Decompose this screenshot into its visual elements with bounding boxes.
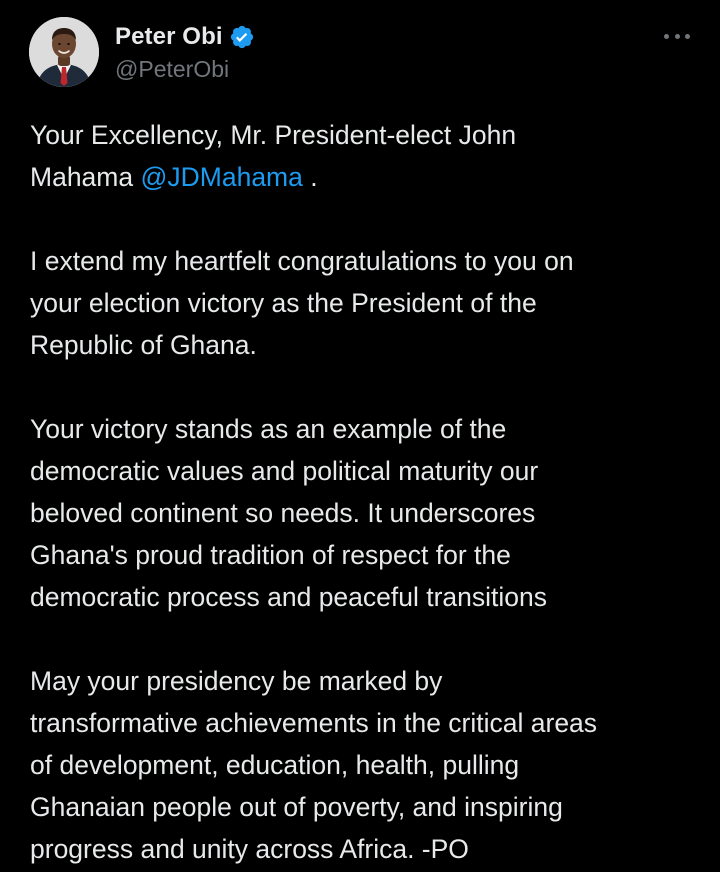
paragraph-gap <box>30 366 700 408</box>
text-line: Your Excellency, Mr. President-elect John <box>30 120 517 150</box>
text-line: beloved continent so needs. It underscores <box>30 498 536 528</box>
paragraph-gap <box>30 198 700 240</box>
more-dots-icon[interactable] <box>664 26 690 46</box>
tweet-text <box>30 114 700 870</box>
text-line: Your victory stands as an example of the <box>30 414 507 444</box>
paragraph-gap <box>30 618 700 660</box>
text-line: democratic values and political maturity our <box>30 456 539 486</box>
mention-link[interactable]: @JDMahama <box>140 162 303 192</box>
author-name-row <box>115 22 255 52</box>
text-line: Ghana's proud tradition of respect for the <box>30 540 511 570</box>
verified-badge-icon[interactable] <box>229 24 255 50</box>
user-avatar-icon <box>29 17 99 87</box>
paragraph-1 <box>30 114 700 198</box>
author-avatar[interactable] <box>29 17 99 87</box>
text-fragment: Mahama <box>30 162 134 192</box>
paragraph-3 <box>30 408 700 618</box>
text-line: Ghanaian people out of poverty, and inspiring <box>30 792 563 822</box>
dot <box>685 34 690 39</box>
text-line: Republic of Ghana. <box>30 330 257 360</box>
dot <box>664 34 669 39</box>
text-line: I extend my heartfelt congratulations to you on <box>30 246 574 276</box>
text-line <box>30 156 700 198</box>
text-line: progress and unity across Africa. -PO <box>30 834 469 864</box>
author-display-name[interactable]: Peter Obi <box>115 23 223 50</box>
author-handle[interactable]: @PeterObi <box>115 56 230 82</box>
dot <box>675 34 680 39</box>
text-line: your election victory as the President of the <box>30 288 537 318</box>
text-line: May your presidency be marked by <box>30 666 443 696</box>
text-line: of development, education, health, pulling <box>30 750 520 780</box>
text-line: transformative achievements in the critical areas <box>30 708 598 738</box>
paragraph-4 <box>30 660 700 870</box>
text-line: democratic process and peaceful transitions <box>30 582 548 612</box>
text-fragment: . <box>310 162 318 192</box>
paragraph-2 <box>30 240 700 366</box>
